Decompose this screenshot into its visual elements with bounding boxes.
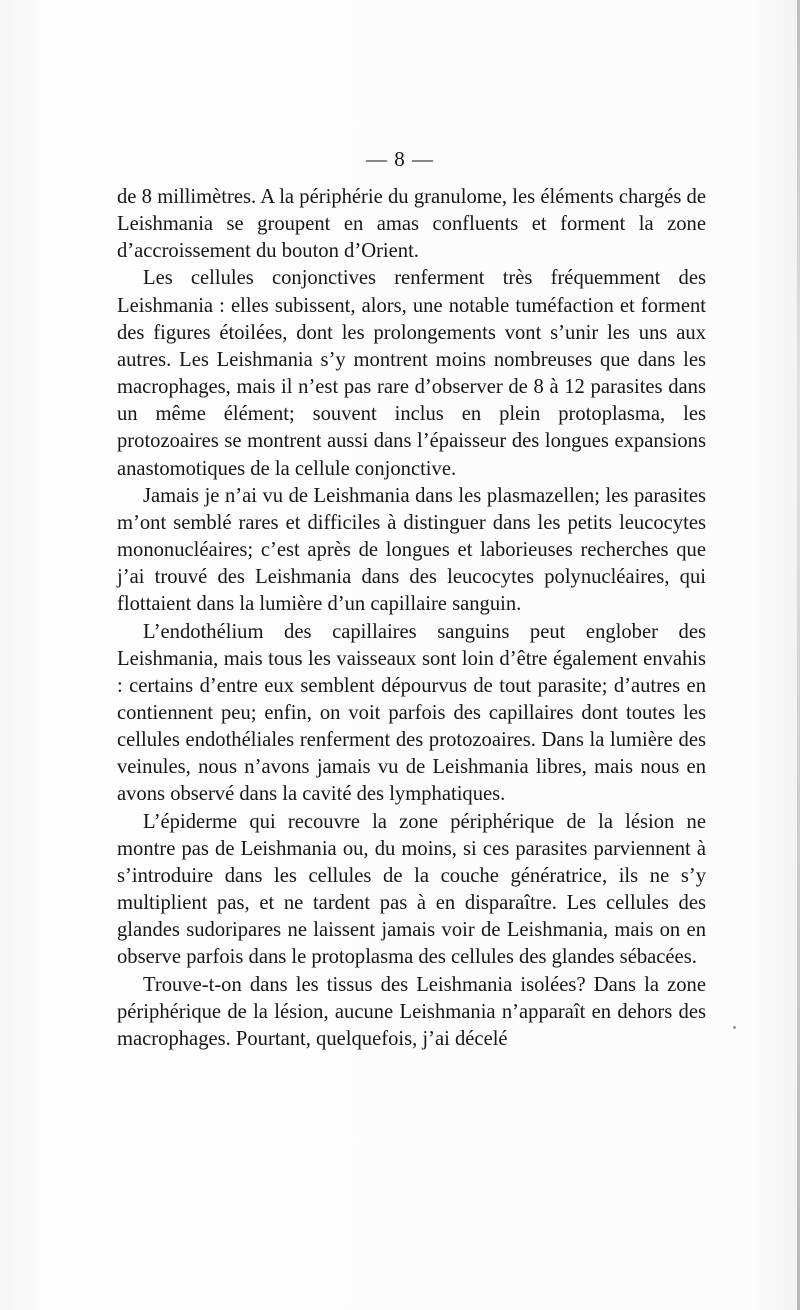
page-number: — 8 — xyxy=(366,147,434,171)
body-text xyxy=(117,184,706,1053)
paragraph-cellules-conjonctives: Les cellules conjonctives renferment très fréquemment des Leishmania : elles subissent, alors, une notable tuméfaction et forment des figures étoilées, dont les prolongements vont s’unir les uns aux autres. Les Leishmania s’y montrent moins nombreuses que dans les macrophages, mais il n’est pas rare d’observer de 8 à 12 parasites dans un même élément; souvent inclus en plein protoplasma, les protozoaires se montrent aussi dans l’épaisseur des longues expansions anastomotiques de la cellule conjonctive. xyxy=(117,267,706,480)
paragraph-epiderme: L’épiderme qui recouvre la zone périphérique de la lésion ne montre pas de Leishmania ou, du moins, si ces parasites parviennent à s’introduire dans les cellules de la couche génératrice, ils ne s’y multiplient pas, et ne tardent pas à en disparaître. Les cellules des glandes sudoripares ne laissent jamais voir de Leishmania, mais on en observe parfois dans le protoplasma des cellules des glandes sébacées. xyxy=(117,810,706,969)
paragraph-leishmania-isolees: Trouve-t-on dans les tissus des Leishmania isolées? Dans la zone périphérique de la lésion, aucune Leishmania n’apparaît en dehors des macrophages. Pourtant, quelquefois, j’ai décelé xyxy=(117,973,706,1050)
paragraph-plasmazellen: Jamais je n’ai vu de Leishmania dans les plasmazellen; les parasites m’ont semblé rares et difficiles à distinguer dans les petits leucocytes mononucléaires; c’est après de longues et laborieuses recherches que j’ai trouvé des Leishmania dans des leucocytes polynucléaires, qui flottaient dans la lumière d’un capillaire sanguin. xyxy=(117,484,706,616)
paragraph-continued: de 8 millimètres. A la périphérie du granulome, les éléments chargés de Leishmania se groupent en amas confluents et forment la zone d’accroissement du bouton d’Orient. xyxy=(117,186,706,263)
paper-speck xyxy=(733,1026,736,1029)
paragraph-endothelium: L’endothélium des capillaires sanguins peut englober des Leishmania, mais tous les vaisseaux sont loin d’être également envahis : certains d’entre eux semblent dépourvus de tout parasite; d’autres en contiennent peu; enfin, on voit parfois des capillaires dont toutes les cellules endothéliales renferment des protozoaires. Dans la lumière des veinules, nous n’avons jamais vu de Leishmania libres, mais nous en avons observé dans la cavité des lymphatiques. xyxy=(117,620,706,806)
